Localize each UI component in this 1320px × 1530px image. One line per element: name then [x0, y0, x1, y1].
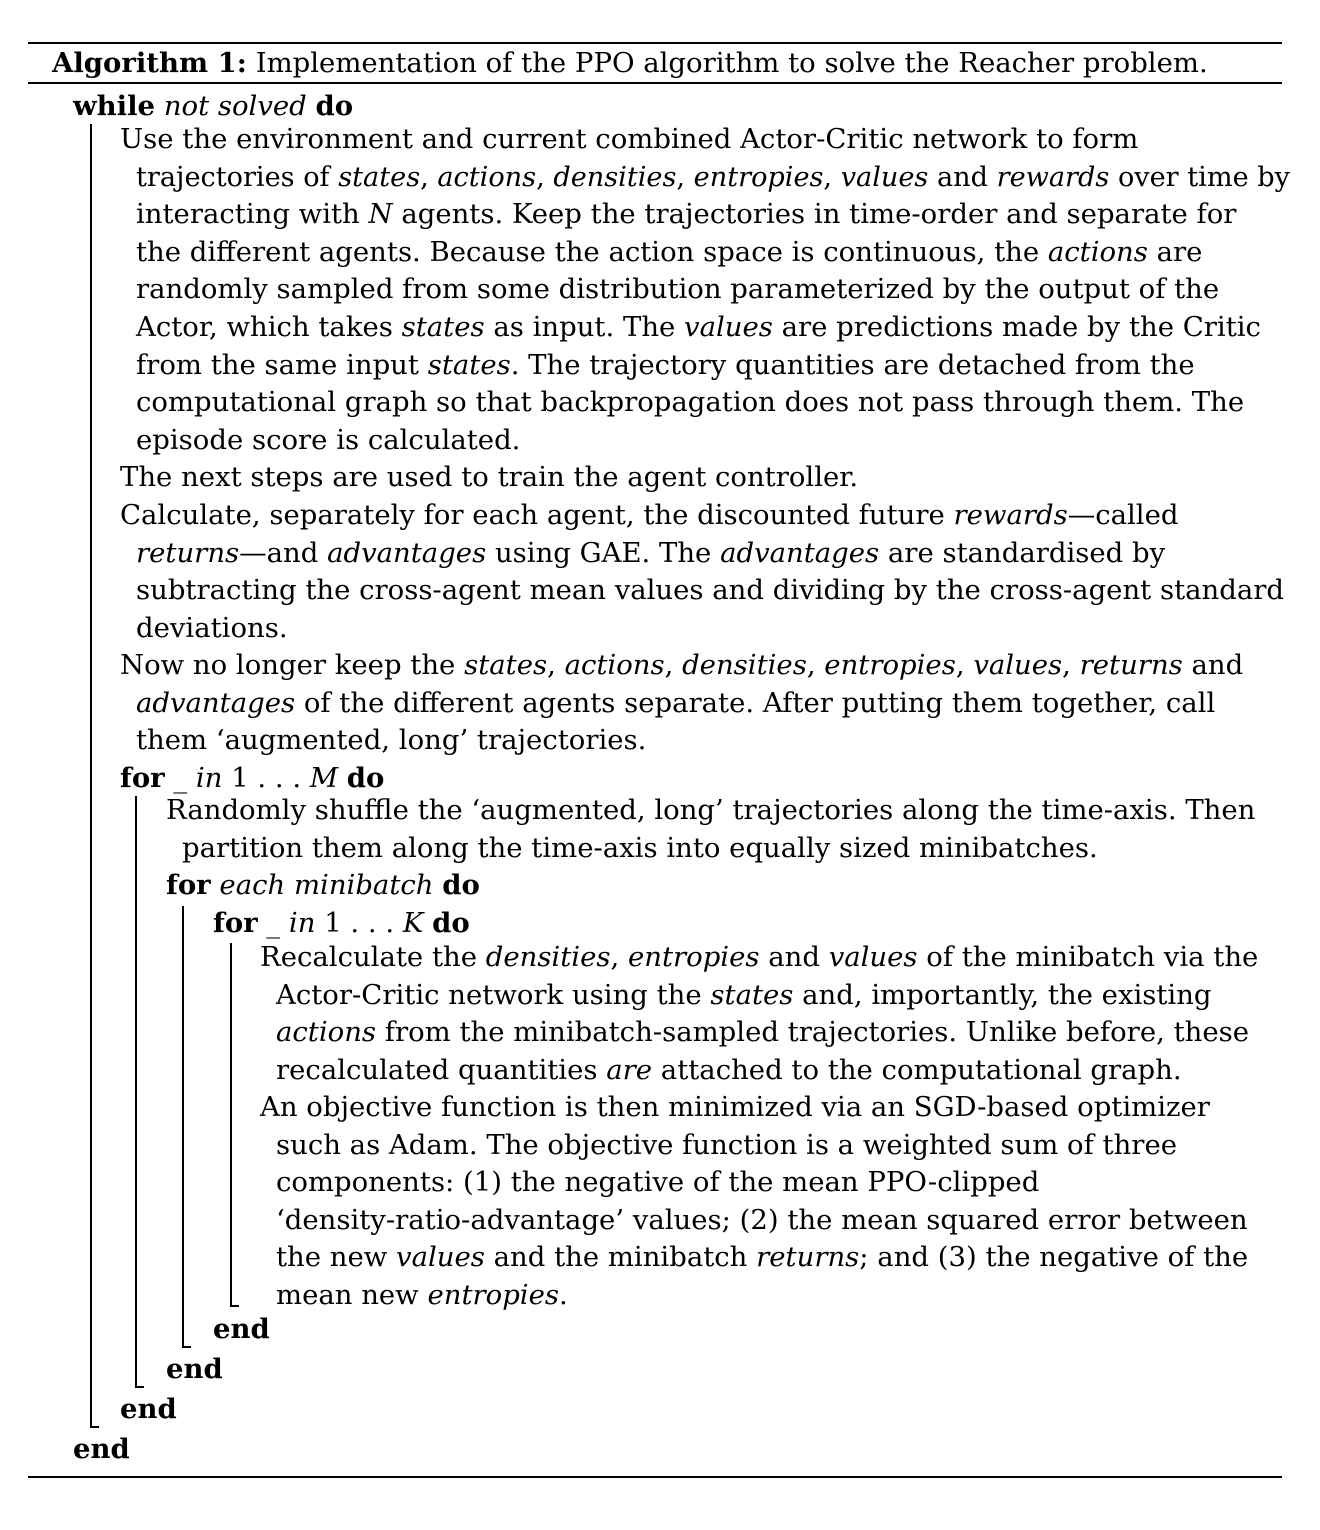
text-line [276, 1052, 1182, 1090]
text-run: the new [276, 1241, 397, 1274]
keyword-while: while [73, 90, 156, 122]
text-run: , [823, 160, 841, 193]
keyword-do: do [346, 762, 385, 794]
for-minibatch-block-tick [182, 1346, 191, 1348]
loop-underscore: _ [173, 762, 188, 794]
text-run: and the minibatch [484, 1241, 757, 1274]
keyword-for: for [120, 762, 165, 794]
italic-term: actions [276, 1016, 377, 1049]
text-run: over time by [1109, 160, 1290, 193]
for-updates-block-bar [230, 943, 232, 1307]
for-epochs-block-bar [135, 796, 137, 1388]
while-block-bar [90, 124, 92, 1428]
text-run: Calculate, separately for each agent, the discounted future [120, 499, 954, 531]
text-run: , [420, 160, 438, 193]
italic-term: actions [437, 160, 537, 193]
text-run: deviations. [136, 611, 288, 644]
text-line [120, 647, 1243, 685]
text-run: and [1182, 649, 1244, 681]
text-run: Use the environment and current combined Actor-Critic network to form [120, 123, 1139, 155]
text-run: using GAE. The [486, 536, 721, 569]
italic-term: values [973, 649, 1063, 681]
while-line [73, 88, 353, 126]
loop-var: in [288, 907, 316, 939]
italic-term: densities [682, 649, 807, 681]
text-run: randomly sampled from some distribution parameterized by the output of the [136, 273, 1220, 306]
for-minibatch-line [166, 867, 480, 905]
text-line [136, 535, 1165, 573]
italic-term: advantages [720, 536, 880, 569]
italic-term: advantages [136, 686, 296, 719]
italic-term: actions [564, 649, 665, 681]
text-line [136, 196, 1236, 234]
end-inner-for: end [213, 1313, 270, 1345]
italic-term: entropies [627, 941, 760, 973]
text-run: —called [1067, 499, 1179, 531]
text-line [120, 459, 858, 497]
text-run: recalculated quantities [276, 1053, 607, 1086]
loop-var: in [195, 762, 223, 794]
text-run: , [955, 649, 974, 681]
text-line [136, 685, 1215, 723]
for-minibatch-block-bar [182, 906, 184, 1348]
italic-term: entropies [427, 1279, 559, 1311]
text-run: episode score is calculated. [136, 423, 521, 456]
text-run: are predictions made by the Critic [772, 311, 1261, 343]
algorithm-title: Implementation of the PPO algorithm to solve the Reacher problem. [255, 47, 1208, 79]
italic-term: are [606, 1053, 653, 1086]
keyword-for: for [166, 869, 211, 901]
keyword-do: do [315, 90, 354, 122]
text-line [136, 422, 520, 460]
while-condition: not solved [163, 90, 307, 122]
text-run: partition them along the time-axis into equally sized minibatches. [182, 831, 1098, 864]
algorithm-label: Algorithm 1: [52, 47, 247, 79]
text-line [276, 1164, 1039, 1202]
text-run: attached to the computational graph. [652, 1053, 1182, 1086]
text-line [260, 1089, 1210, 1127]
text-run: Randomly shuffle the ‘augmented, long’ trajectories along the time-axis. Then [166, 794, 1256, 826]
text-run: —and [239, 536, 328, 569]
text-line [136, 610, 288, 648]
text-line [136, 347, 1195, 385]
text-run: and, importantly, the existing [793, 978, 1212, 1011]
text-run: and [928, 160, 997, 193]
text-line [276, 1127, 1177, 1165]
text-run: , [1062, 649, 1080, 681]
loop-range: 1 . . . [231, 762, 310, 794]
text-run: trajectories of [136, 160, 339, 193]
italic-term: entropies [824, 649, 956, 681]
text-run: the different agents. Because the action space is continuous, the [136, 235, 1048, 268]
loop-limit-m: M [309, 762, 339, 794]
text-run: of the different agents separate. After putting them together, call [295, 686, 1216, 719]
italic-term: states [710, 978, 794, 1011]
text-line [276, 1277, 568, 1315]
text-line [136, 722, 646, 760]
italic-term: advantages [327, 536, 487, 569]
text-line [166, 792, 1255, 830]
end-minibatch-for: end [166, 1353, 223, 1385]
loop-limit-k: K [402, 907, 424, 939]
text-run: Now no longer keep the [120, 649, 465, 681]
for-updates-block-tick [230, 1305, 239, 1307]
text-run: are [1147, 235, 1203, 268]
end-epoch-for: end [120, 1393, 177, 1425]
text-run: and [759, 941, 829, 973]
text-run: components: (1) the negative of the mean PPO-clipped [276, 1166, 1040, 1199]
text-run: of the minibatch via the [917, 941, 1259, 973]
text-run: Actor, which takes [136, 311, 402, 343]
bottom-rule [28, 1476, 1282, 1478]
text-run: The next steps are used to train the agent controller. [120, 461, 859, 493]
italic-term: actions [1047, 235, 1148, 268]
keyword-do: do [432, 907, 470, 939]
text-run: Actor-Critic network using the [276, 978, 711, 1011]
text-run: mean new [276, 1279, 428, 1311]
algorithm-caption [52, 43, 1208, 83]
text-run: computational graph so that backpropagation does not pass through them. The [136, 386, 1245, 419]
text-line [120, 497, 1178, 535]
text-run: them ‘augmented, long’ trajectories. [136, 724, 647, 757]
text-line [276, 977, 1212, 1015]
for-epochs-block-tick [135, 1386, 144, 1388]
italic-term: returns [756, 1241, 860, 1274]
text-line [120, 121, 1138, 159]
text-run: interacting with [136, 198, 369, 231]
text-run: Recalculate the [260, 941, 486, 973]
text-run: , [806, 649, 825, 681]
loop-range: 1 . . . [324, 907, 403, 939]
for-updates-line [213, 905, 470, 943]
italic-term: rewards [953, 499, 1068, 531]
loop-underscore: _ [266, 907, 281, 939]
text-line [136, 572, 1284, 610]
italic-term: values [684, 311, 773, 343]
text-run: from the minibatch-sampled trajectories. Unlike before, these [376, 1016, 1249, 1049]
text-line [276, 1239, 1248, 1277]
italic-term: entropies [693, 160, 824, 193]
keyword-for: for [213, 907, 258, 939]
italic-term: values [840, 160, 929, 193]
text-run: ; and (3) the negative of the [859, 1241, 1249, 1274]
italic-term: values [828, 941, 918, 973]
italic-term: densities [553, 160, 677, 193]
text-line [260, 939, 1258, 977]
text-run: ‘density-ratio-advantage’ values; (2) the mean squared error between [276, 1203, 1248, 1236]
text-line [136, 271, 1219, 309]
italic-term: values [396, 1241, 485, 1274]
text-run: , [676, 160, 694, 193]
text-run: are standardised by [879, 536, 1166, 569]
text-line [136, 384, 1244, 422]
end-while: end [73, 1433, 130, 1465]
keyword-do: do [442, 869, 480, 901]
italic-term: densities [485, 941, 611, 973]
italic-term: states [338, 160, 421, 193]
text-run: subtracting the cross-agent mean values and dividing by the cross-agent standard [136, 574, 1284, 607]
text-run: . The trajectory quantities are detached from the [510, 348, 1195, 381]
text-line [136, 159, 1290, 197]
text-run: agents. Keep the trajectories in time-order and separate for [392, 198, 1237, 231]
italic-term: states [464, 649, 548, 681]
loop-condition: each minibatch [219, 869, 434, 901]
italic-term: states [427, 348, 511, 381]
italic-term: rewards [996, 160, 1110, 193]
text-run: such as Adam. The objective function is a weighted sum of three [276, 1128, 1177, 1161]
text-line [136, 234, 1202, 272]
text-run: An objective function is then minimized via an SGD-based optimizer [260, 1091, 1210, 1123]
italic-term: states [401, 311, 485, 343]
while-block-tick [90, 1426, 99, 1428]
text-run: as input. The [484, 311, 685, 343]
text-line [182, 830, 1098, 868]
text-run: , [664, 649, 683, 681]
italic-term: returns [136, 536, 240, 569]
text-line [136, 309, 1261, 347]
caption-rule [28, 82, 1282, 84]
italic-term: N [368, 198, 393, 231]
text-line [276, 1014, 1249, 1052]
text-run: , [536, 160, 554, 193]
text-run: , [547, 649, 565, 681]
text-run: from the same input [136, 348, 428, 381]
italic-term: returns [1079, 649, 1183, 681]
text-run: . [559, 1279, 568, 1311]
text-line [276, 1202, 1248, 1240]
text-run: , [610, 941, 628, 973]
